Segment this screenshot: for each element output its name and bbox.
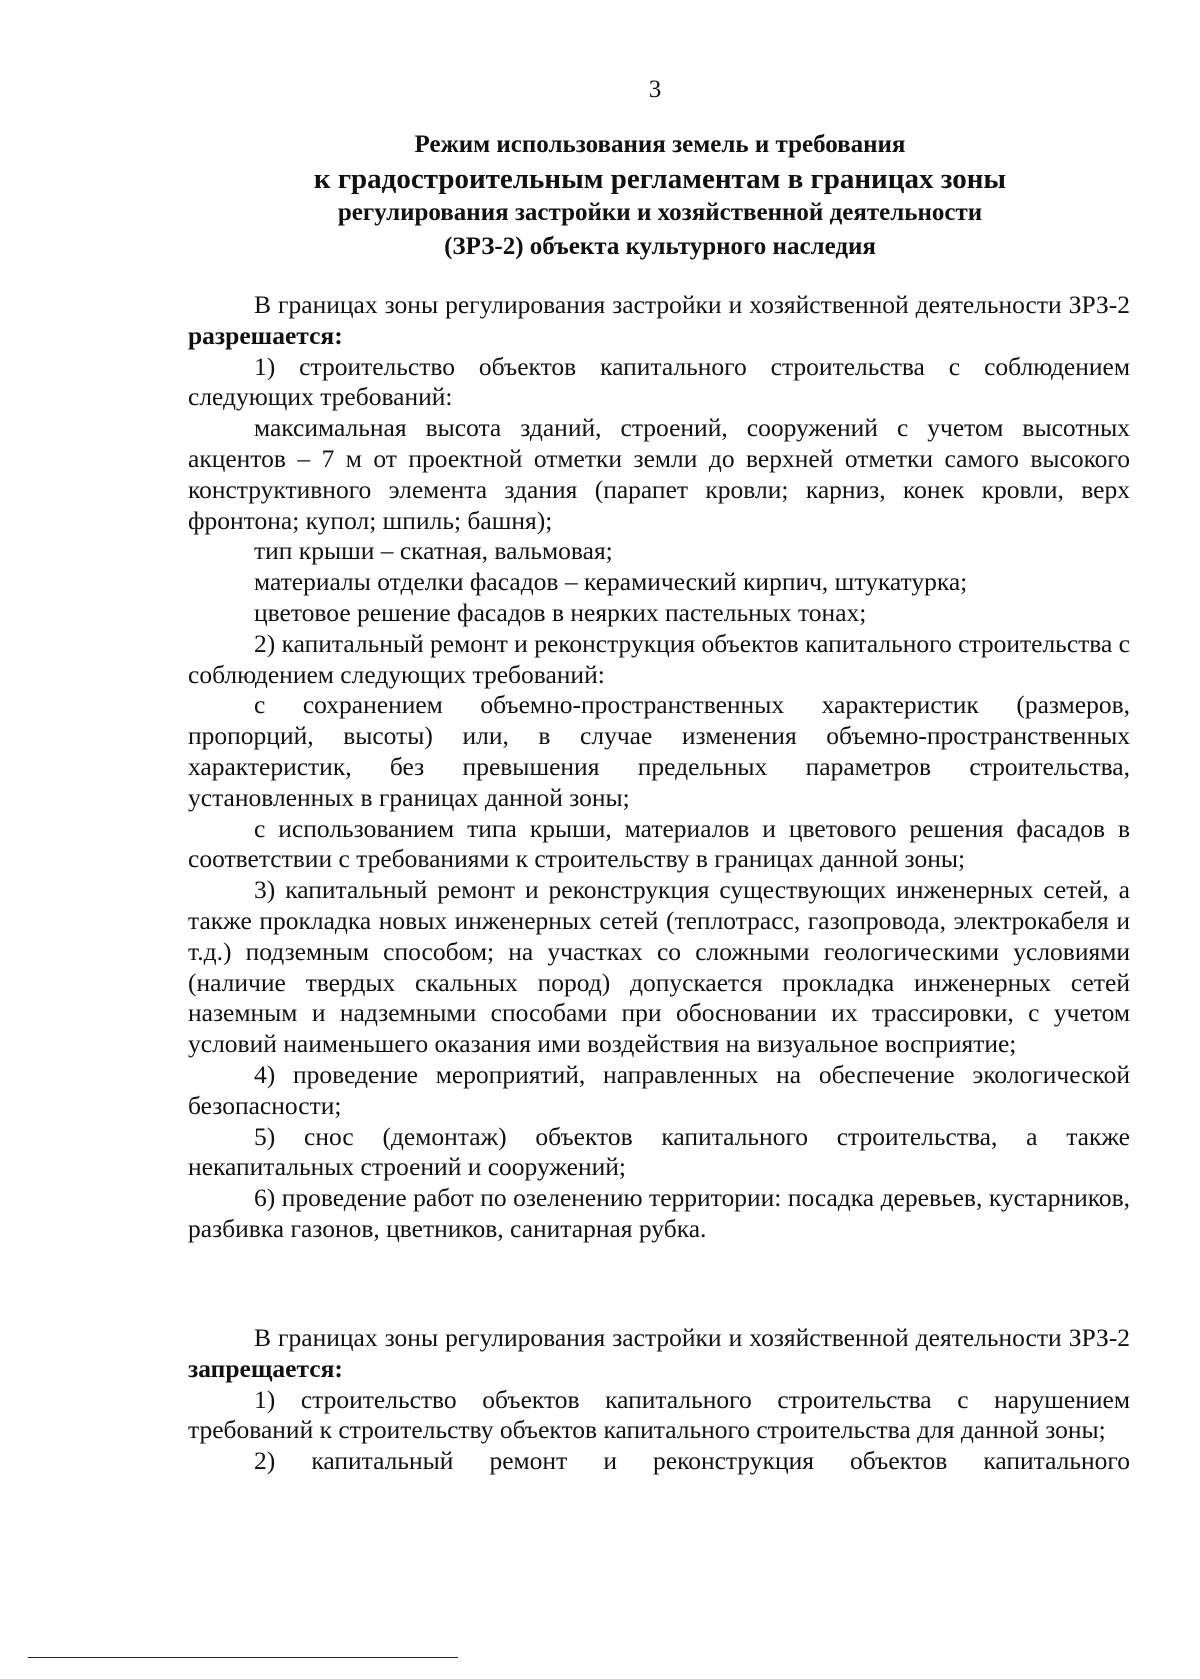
- allowed-intro-bold: разрешается:: [188, 320, 343, 350]
- allowed-item: цветовое решение фасадов в неярких пастельных тонах;: [254, 597, 867, 627]
- allowed-item: 1) строительство объектов капитального строительства с соблюдением следующих требований:: [188, 351, 1130, 412]
- allowed-intro: [188, 290, 1130, 352]
- allowed-item: 3) капитальный ремонт и реконструкция существующих инженерных сетей, а также прокладка новых инженерных сетей (теплотрасс, газопровода, электрокабеля и т.д.) подземным способом; на участках со сложными геологическими условиями (наличие твердых скальных пород) допускается прокладка инженерных сетей наземным и надземными способами при обосновании их трассировки, с учетом условий наименьшего оказания ими воздействия на визуальное восприятие;: [188, 875, 1130, 1059]
- title-line-2: к градостроительным регламентам в границах зоны: [313, 163, 1007, 195]
- allowed-item: с сохранением объемно-пространственных характеристик (размеров, пропорций, высоты) или, в случае изменения объемно-пространственных характеристик, без превышения предельных параметров строительства, установленных в границах данной зоны;: [188, 690, 1130, 812]
- prohibited-item: 2) капитальный ремонт и реконструкция объектов капитального: [254, 1446, 1130, 1476]
- title-line-4: (ЗРЗ-2) объекта культурного наследия: [444, 233, 876, 260]
- prohibited-section: [188, 1323, 1130, 1477]
- allowed-intro-text: В границах зоны регулирования застройки и хозяйственной деятельности ЗРЗ-2: [254, 290, 1130, 319]
- allowed-item: 2) капитальный ремонт и реконструкция объектов капитального строительства с соблюдением следующих требований:: [188, 628, 1130, 689]
- page-number: 3: [648, 76, 662, 103]
- footnote-separator: [28, 1657, 458, 1658]
- prohibited-intro: [188, 1323, 1130, 1385]
- title-line-3: регулирования застройки и хозяйственной деятельности: [337, 199, 983, 226]
- allowed-item: с использованием типа крыши, материалов и цветового решения фасадов в соответствии с требованиями к строительству в границах данной зоны;: [188, 813, 1130, 874]
- prohibited-intro-text: В границах зоны регулирования застройки и хозяйственной деятельности ЗРЗ-2: [254, 1323, 1130, 1352]
- allowed-item: 5) снос (демонтаж) объектов капитального строительства, а также некапитальных строений и сооружений;: [188, 1121, 1130, 1182]
- title-line-1: Режим использования земель и требования: [414, 131, 906, 158]
- allowed-item: 6) проведение работ по озеленению территории: посадка деревьев, кустарников, разбивка газонов, цветников, санитарная рубка.: [188, 1183, 1130, 1243]
- prohibited-item: 1) строительство объектов капитального строительства с нарушением требований к строительству объектов капитального строительства для данной зоны;: [188, 1384, 1130, 1445]
- allowed-item: материалы отделки фасадов – керамический кирпич, штукатурка;: [254, 567, 968, 597]
- document-title: [190, 128, 1130, 264]
- allowed-item: тип крыши – скатная, вальмовая;: [254, 536, 613, 566]
- prohibited-intro-bold: запрещается:: [188, 1353, 343, 1383]
- allowed-section: [188, 290, 1130, 1245]
- allowed-item: 4) проведение мероприятий, направленных на обеспечение экологической безопасности;: [188, 1059, 1130, 1120]
- allowed-item: максимальная высота зданий, строений, сооружений с учетом высотных акцентов – 7 м от проектной отметки земли до верхней отметки самого высокого конструктивного элемента здания (парапет кровли; карниз, конек кровли, верх фронтона; купол; шпиль; башня);: [188, 413, 1130, 535]
